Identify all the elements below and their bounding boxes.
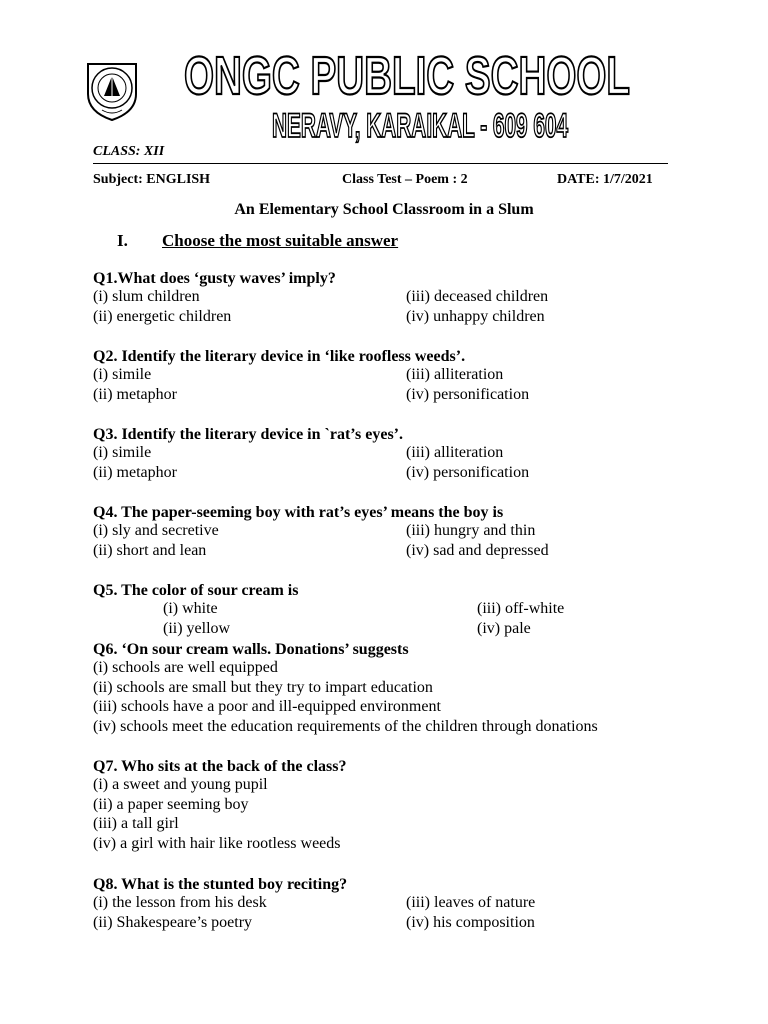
option: (iv) schools meet the education requirements of the children through donations [93,717,598,735]
question-7 [93,758,733,854]
option: (iii) deceased children [406,288,549,305]
option: (ii) yellow [163,619,231,637]
option: (i) slum children [93,288,200,305]
option: (i) schools are well equipped [93,659,278,676]
question-text: Q6. ‘On sour cream walls. Donations’ suggests [93,641,409,658]
option: (ii) energetic children [93,307,232,325]
section-number: I. [117,231,128,250]
subject-label: Subject: ENGLISH [93,172,211,187]
question-6 [93,641,733,737]
question-text: Q7. Who sits at the back of the class? [93,758,347,775]
option: (i) a sweet and young pupil [93,776,268,793]
option: (iii) alliteration [406,366,504,383]
option: (i) simile [93,444,152,461]
header-divider [93,163,668,164]
option: (iii) off-white [477,600,565,617]
question-1 [93,270,733,327]
option: (iv) a girl with hair like rootless weeds [93,834,341,852]
option: (i) the lesson from his desk [93,894,267,911]
option: (iii) schools have a poor and ill-equipped environment [93,698,441,715]
question-5 [93,582,733,639]
option: (i) sly and secretive [93,522,219,539]
option: (iv) pale [477,619,531,637]
option: (iv) sad and depressed [406,541,549,559]
svg-text:ONGC PUBLIC SCHOOL: ONGC PUBLIC SCHOOL [184,46,630,106]
option: (iv) unhappy children [406,307,545,325]
option: (ii) metaphor [93,385,177,403]
option: (ii) a paper seeming boy [93,795,249,813]
question-text: Q5. The color of sour cream is [93,582,299,599]
option: (i) white [163,600,218,617]
class-label: CLASS: XII [93,144,165,159]
option: (iii) alliteration [406,444,504,461]
option: (iv) personification [406,385,530,403]
school-logo [82,60,142,122]
question-text: Q2. Identify the literary device in ‘like roofless weeds’. [93,348,466,365]
svg-text:NERAVY, KARAIKAL - 609 604: NERAVY, KARAIKAL - 609 604 [272,107,569,145]
option: (ii) metaphor [93,463,177,481]
test-label: Class Test – Poem : 2 [342,172,468,187]
school-name [184,46,630,106]
question-text: Q8. What is the stunted boy reciting? [93,876,348,893]
option: (i) simile [93,366,152,383]
question-text: Q3. Identify the literary device in `rat’s eyes’. [93,426,403,443]
question-3 [93,426,733,483]
question-text: Q4. The paper-seeming boy with rat’s eyes’ means the boy is [93,504,504,521]
option: (ii) short and lean [93,541,207,559]
option: (iii) a tall girl [93,815,179,832]
section-heading: Choose the most suitable answer [162,231,399,250]
question-8 [93,876,733,933]
question-2 [93,348,733,405]
question-text: Q1.What does ‘gusty waves’ imply? [93,270,336,287]
option: (ii) schools are small but they try to impart education [93,678,433,696]
option: (iii) leaves of nature [406,894,536,911]
option: (iii) hungry and thin [406,522,536,539]
option: (ii) Shakespeare’s poetry [93,913,253,931]
option: (iv) personification [406,463,530,481]
option: (iv) his composition [406,913,535,931]
school-address [272,107,569,145]
page-title: An Elementary School Classroom in a Slum [234,201,534,218]
date-label: DATE: 1/7/2021 [557,172,653,187]
question-4 [93,504,733,561]
